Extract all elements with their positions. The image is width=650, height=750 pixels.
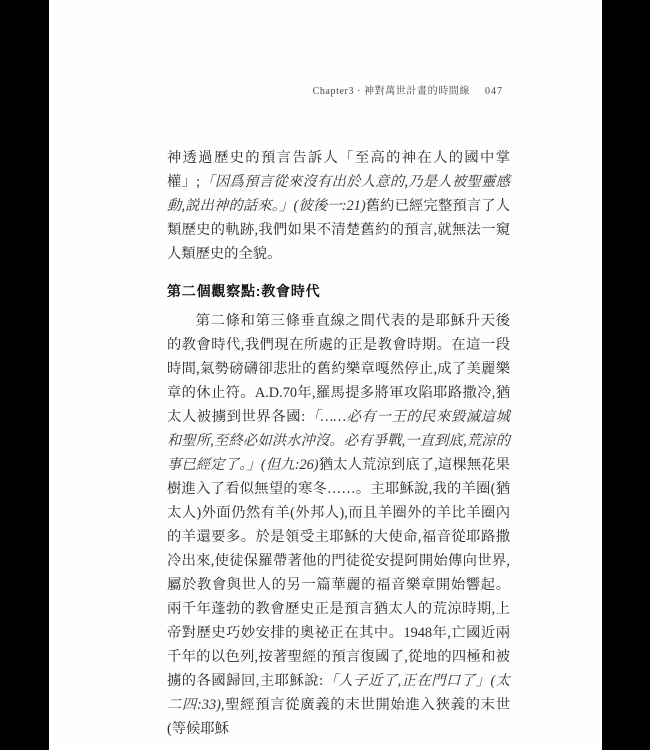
- text-segment: ,聖經預言從廣義的末世開始進入狹義的末世(等候耶穌: [167, 697, 511, 737]
- scripture-quote: 「……必有一王的民來毀滅這城和聖所,至終必如洪水沖沒。必有爭戰,一直到底,荒涼的事已經定了。」(但九:26): [167, 409, 510, 473]
- running-header: [313, 82, 503, 97]
- chapter-label: Chapter3: [312, 86, 355, 97]
- page-edge-left: [0, 0, 49, 750]
- text-segment: 舊約已經完整預言了人類歷史的軌跡,我們如果不清楚舊約的預言,就無法一窺人類歷史的全貌。: [167, 198, 511, 262]
- scripture-quote: 「人子近了,正在門口了」(太二四:33): [167, 673, 511, 713]
- page-number: 047: [485, 86, 503, 97]
- chapter-title: 神對萬世計畫的時間線: [364, 86, 470, 97]
- body-text-block: [167, 146, 510, 741]
- header-separator: ·: [357, 86, 361, 97]
- paragraph-church-age: [167, 309, 510, 741]
- book-page: [49, 0, 602, 750]
- page-edge-right: [602, 0, 650, 750]
- section-heading: 第二個觀察點:教會時代: [167, 283, 321, 299]
- scripture-quote: 「因爲預言從來沒有出於人意的,乃是人被聖靈感動,説出神的話來。」(彼後一:21): [167, 174, 510, 214]
- paragraph-continuation: [167, 146, 510, 266]
- text-segment: 猶太人荒涼到底了,這棵無花果樹進入了看似無望的寒冬……。主耶穌說,我的羊圈(猶太人)外面仍然有羊(外邦人),而且羊圈外的羊比羊圈內的羊還要多。於是領受主耶穌的大使命,福音從耶路撒冷出來,使徒保羅帶著他的門徒從安提阿開始傳向世界,屬於教會與世人的另一篇華麗的福音樂章開始響起。兩千年蓬勃的教會歷史正是預言猶太人的荒涼時期,上帝對歷史巧妙安排的奧祕正在其中。1948年,亡國近兩千年的以色列,按著聖經的預言復國了,從地的四極和被擄的各國歸回,主耶穌說:: [167, 457, 510, 689]
- text-segment: 第二條和第三條垂直線之間代表的是耶穌升天後的教會時代,我們現在所處的正是教會時期。在這一段時間,氣勢磅礴卻悲壯的舊約樂章嘎然停止,成了美麗樂章的休止符。A.D.70年,羅馬提多將軍攻陷耶路撒冷,猶太人被擄到世界各國:: [167, 313, 510, 425]
- text-segment: 神透過歷史的預言告訴人「至高的神在人的國中掌權」;: [167, 150, 510, 190]
